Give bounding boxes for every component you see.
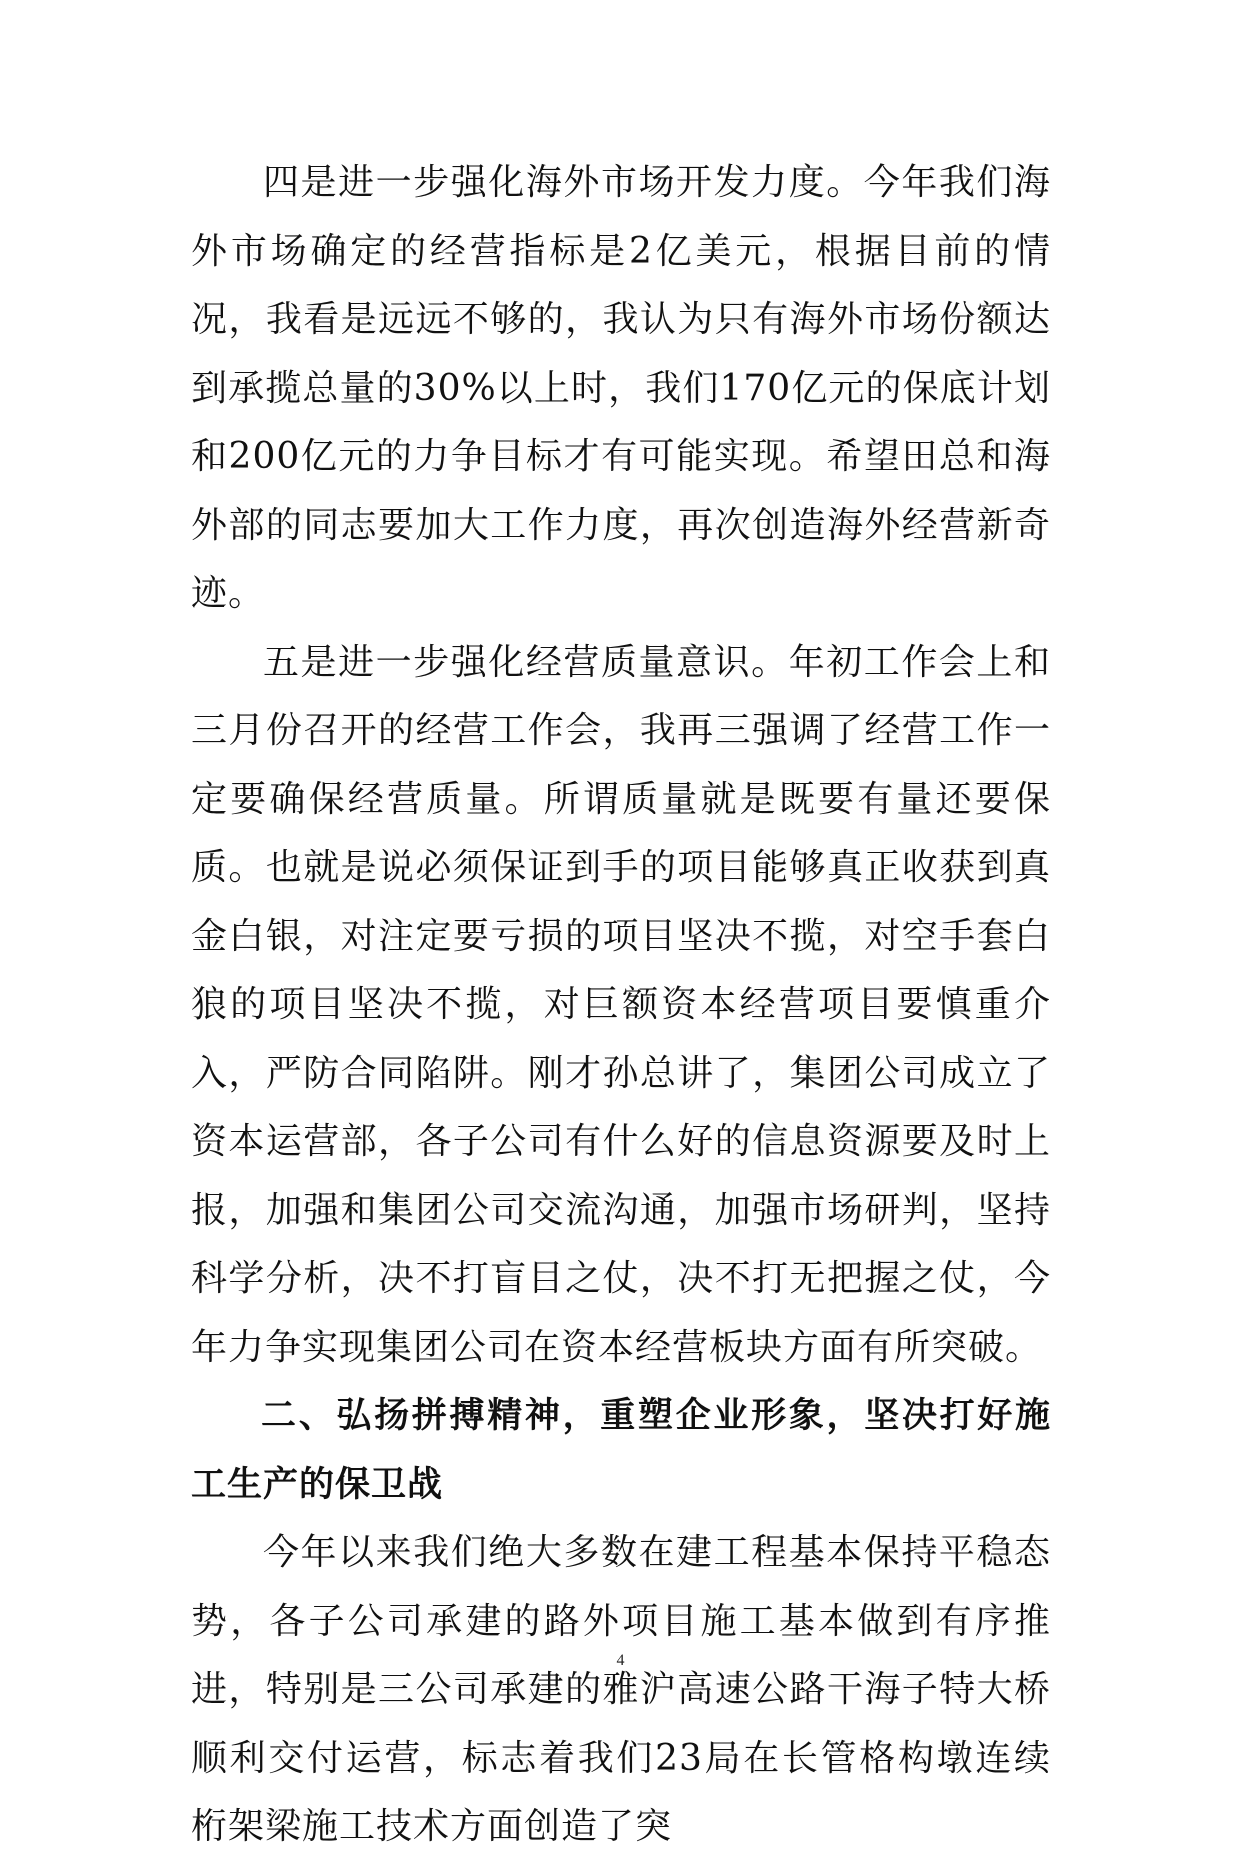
paragraph-operating-quality: 五是进一步强化经营质量意识。年初工作会上和三月份召开的经营工作会，我再三强调了经营工作一定要确保经营质量。所谓质量就是既要有量还要保质。也就是说必须保证到手的项目能够真正收获到真金白银，对注定要亏损的项目坚决不揽，对空手套白狼的项目坚决不揽，对巨额资本经营项目要慎重介入，严防合同陷阱。刚才孙总讲了，集团公司成立了资本运营部，各子公司有什么好的信息资源要及时上报，加强和集团公司交流沟通，加强市场研判，坚持科学分析，决不打盲目之仗，决不打无把握之仗，今年力争实现集团公司在资本经营板块方面有所突破。 [191,641,1051,1368]
paragraph-construction-progress: 今年以来我们绝大多数在建工程基本保持平稳态势，各子公司承建的路外项目施工基本做到有序推进，特别是三公司承建的雅沪高速公路干海子特大桥顺利交付运营，标志着我们23局在长管格构墩连续桁架梁施工技术方面创造了突 [191,1532,1051,1847]
document-body [191,149,1051,1862]
section-heading: 二、弘扬拼搏精神，重塑企业形象，坚决打好施工生产的保卫战 [191,1396,1051,1505]
paragraph-overseas-market: 四是进一步强化海外市场开发力度。今年我们海外市场确定的经营指标是2亿美元，根据目前的情况，我看是远远不够的，我认为只有海外市场份额达到承揽总量的30%以上时，我们170亿元的保底计划和200亿元的力争目标才有可能实现。希望田总和海外部的同志要加大工作力度，再次创造海外经营新奇迹。 [191,162,1051,614]
page-number: 4 [616,1652,625,1669]
